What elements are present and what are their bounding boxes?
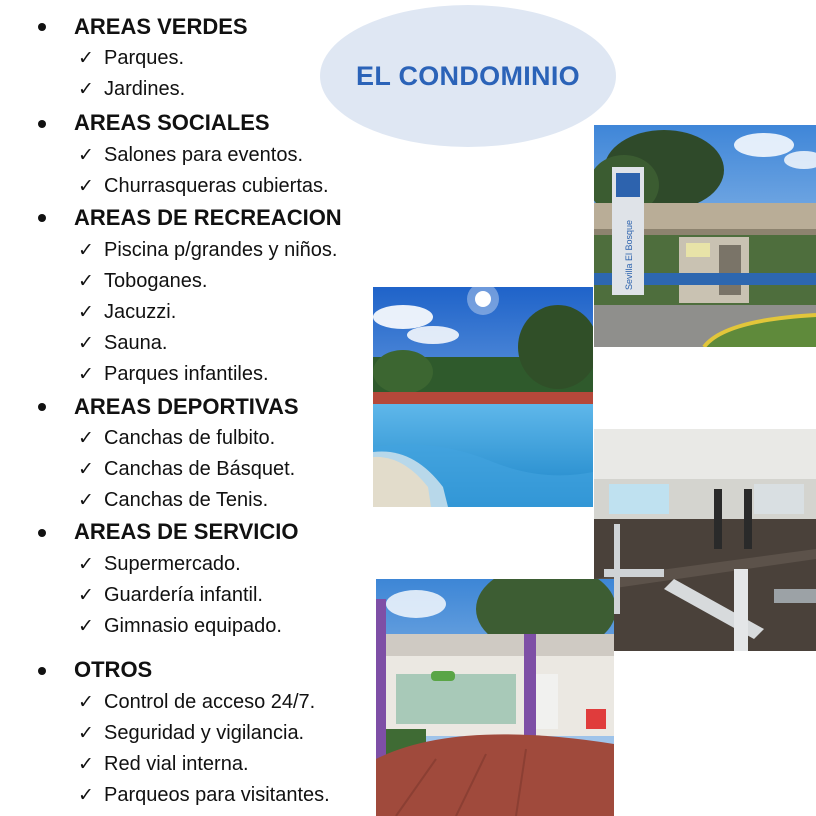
list-item: ✓ Canchas de Básquet. [78, 454, 295, 484]
list-item: ✓ Control de acceso 24/7. [78, 687, 315, 717]
bullet [38, 120, 46, 128]
list-item: ✓ Jacuzzi. [78, 297, 176, 327]
check-icon: ✓ [78, 785, 94, 806]
pool-illustration [373, 287, 593, 507]
pool-photo [373, 287, 593, 507]
check-icon: ✓ [78, 333, 94, 354]
bullet [38, 529, 46, 537]
list-item: ✓ Canchas de fulbito. [78, 423, 275, 453]
list-item: ✓ Red vial interna. [78, 749, 249, 779]
list-item: ✓ Parques. [78, 43, 184, 73]
check-icon: ✓ [78, 692, 94, 713]
check-icon: ✓ [78, 459, 94, 480]
check-icon: ✓ [78, 364, 94, 385]
check-icon: ✓ [78, 145, 94, 166]
section-title: AREAS DEPORTIVAS [74, 394, 299, 419]
list-item: ✓ Guardería infantil. [78, 580, 263, 610]
list-item: ✓ Parqueos para visitantes. [78, 780, 330, 810]
check-icon: ✓ [78, 616, 94, 637]
list-item: ✓ Salones para eventos. [78, 140, 303, 170]
list-item: ✓ Toboganes. [78, 266, 207, 296]
check-icon: ✓ [78, 428, 94, 449]
list-item: ✓ Piscina p/grandes y niños. [78, 235, 337, 265]
check-icon: ✓ [78, 271, 94, 292]
gym-photo [594, 429, 816, 651]
check-icon: ✓ [78, 48, 94, 69]
check-icon: ✓ [78, 79, 94, 100]
section-title: AREAS SOCIALES [74, 110, 270, 135]
bullet [38, 403, 46, 411]
check-icon: ✓ [78, 723, 94, 744]
section-title: AREAS DE RECREACION [74, 205, 342, 230]
entrance-photo [594, 125, 816, 347]
bullet [38, 667, 46, 675]
check-icon: ✓ [78, 754, 94, 775]
check-icon: ✓ [78, 240, 94, 261]
services-illustration [376, 579, 614, 816]
section-title: AREAS VERDES [74, 14, 248, 39]
bullet [38, 214, 46, 222]
list-item: ✓ Canchas de Tenis. [78, 485, 268, 515]
bullet [38, 23, 46, 31]
section-title: AREAS DE SERVICIO [74, 519, 299, 544]
check-icon: ✓ [78, 554, 94, 575]
list-item: ✓ Jardines. [78, 74, 185, 104]
check-icon: ✓ [78, 302, 94, 323]
gym-illustration [594, 429, 816, 651]
list-item: ✓ Sauna. [78, 328, 167, 358]
list-item: ✓ Gimnasio equipado. [78, 611, 282, 641]
section-title: OTROS [74, 657, 153, 682]
entrance-illustration [594, 125, 816, 347]
list-item: ✓ Seguridad y vigilancia. [78, 718, 304, 748]
list-item: ✓ Supermercado. [78, 549, 241, 579]
check-icon: ✓ [78, 490, 94, 511]
services-photo [376, 579, 614, 816]
check-icon: ✓ [78, 176, 94, 197]
page-title: EL CONDOMINIO [356, 60, 580, 91]
entrance-sign-text: Sevilla El Bosque [624, 219, 634, 290]
title-oval [320, 5, 616, 147]
list-item: ✓ Churrasqueras cubiertas. [78, 171, 329, 201]
list-item: ✓ Parques infantiles. [78, 359, 269, 389]
check-icon: ✓ [78, 585, 94, 606]
